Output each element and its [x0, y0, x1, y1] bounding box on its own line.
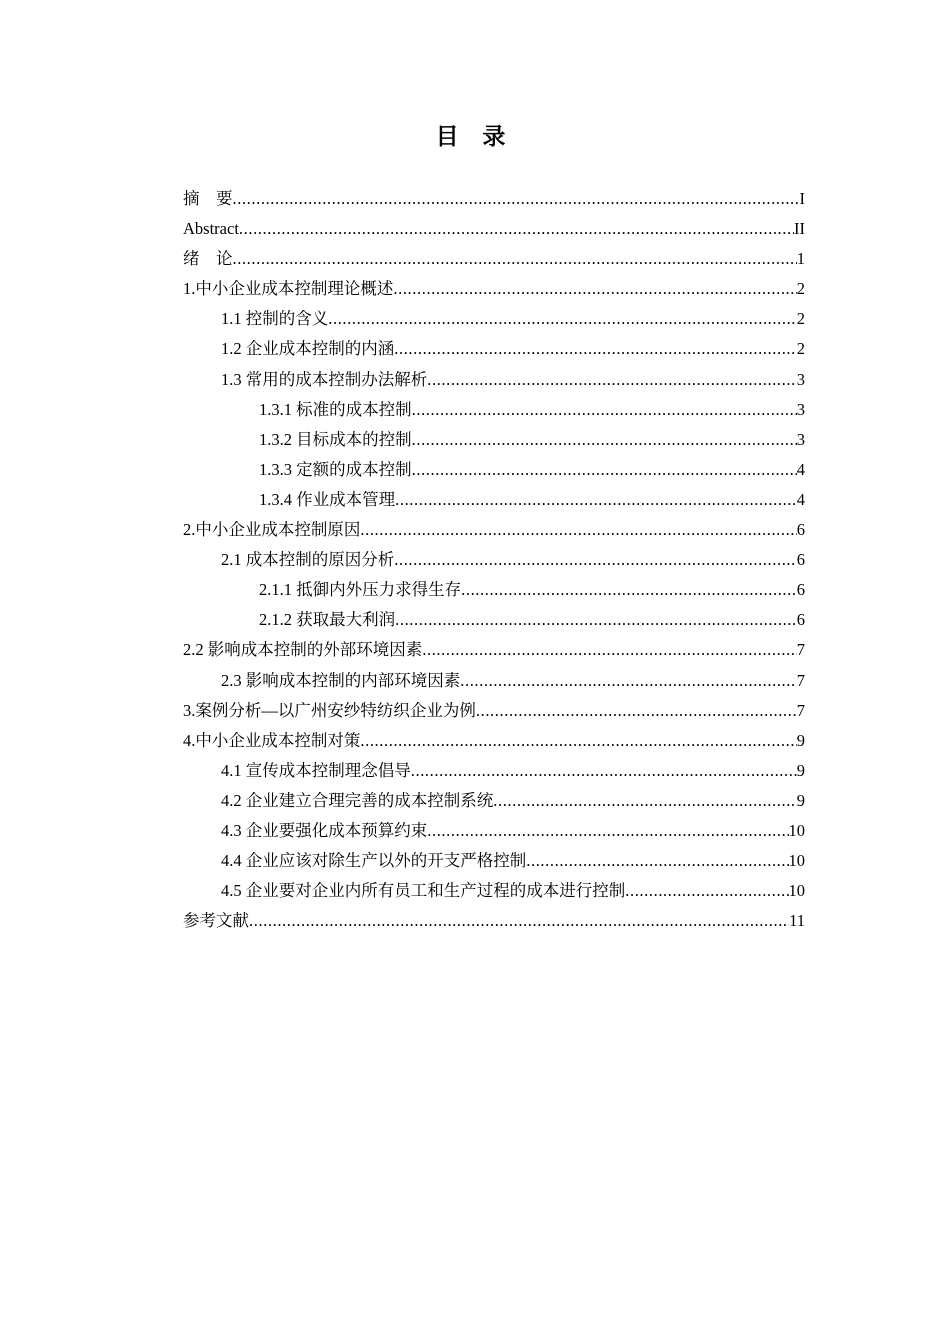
toc-entry-label: 1.3.4 作业成本管理 [259, 489, 396, 509]
toc-entry[interactable] [183, 786, 805, 816]
toc-entry[interactable] [183, 395, 805, 425]
toc-leader-dots [460, 666, 797, 696]
toc-entry-label: 1.3.3 定额的成本控制 [259, 459, 412, 479]
toc-entry[interactable] [183, 515, 805, 545]
toc-entry[interactable] [183, 696, 805, 726]
toc-entry-label: 1.3 常用的成本控制办法解析 [221, 369, 428, 389]
toc-entry-label: Abstract [183, 219, 239, 239]
toc-entry-label: 1.中小企业成本控制理论概述 [183, 279, 394, 299]
toc-entry[interactable] [183, 184, 805, 214]
toc-entry-label: 3.案例分析—以广州安纱特纺织企业为例 [183, 700, 476, 720]
toc-leader-dots [394, 545, 797, 575]
toc-entry-page-number: 11 [789, 911, 805, 931]
toc-leader-dots [625, 876, 788, 906]
toc-entry-label: 摘 要 [183, 189, 233, 208]
toc-entry-page-number: 2 [796, 279, 805, 299]
toc-entry-label: 2.中小企业成本控制原因 [183, 520, 361, 540]
toc-entry-page-number: 10 [788, 881, 805, 901]
toc-entry[interactable] [183, 666, 805, 696]
toc-entry[interactable] [183, 304, 805, 334]
toc-entry[interactable] [183, 876, 805, 906]
toc-entry-label: 2.1 成本控制的原因分析 [221, 550, 395, 570]
toc-entry-label: 4.5 企业要对企业内所有员工和生产过程的成本进行控制 [221, 881, 626, 901]
toc-entry-page-number: 9 [796, 760, 805, 780]
toc-entry-page-number: 9 [796, 790, 805, 810]
toc-entry-page-number: 7 [796, 670, 805, 690]
toc-entry-page-number: 4 [796, 459, 805, 479]
toc-leader-dots [412, 395, 797, 425]
toc-entry[interactable] [183, 485, 805, 515]
toc-entry-label: 1.3.1 标准的成本控制 [259, 399, 412, 419]
toc-entry-label: 参考文献 [183, 911, 249, 931]
toc-entry-label: 2.1.1 抵御内外压力求得生存 [259, 580, 462, 600]
toc-leader-dots [328, 304, 797, 334]
toc-entry-page-number: II [794, 219, 805, 239]
toc-entry-label: 2.3 影响成本控制的内部环境因素 [221, 670, 461, 690]
toc-leader-dots [360, 515, 796, 545]
toc-entry[interactable] [183, 545, 805, 575]
toc-entry[interactable] [183, 846, 805, 876]
toc-entry-label: 4.2 企业建立合理完善的成本控制系统 [221, 790, 494, 810]
toc-entry-label: 4.中小企业成本控制对策 [183, 730, 361, 750]
toc-leader-dots [493, 786, 797, 816]
toc-entry-page-number: 3 [796, 369, 805, 389]
toc-entry-page-number: 2 [796, 339, 805, 359]
toc-entry[interactable] [183, 455, 805, 485]
toc-leader-dots [461, 575, 797, 605]
toc-leader-dots [393, 274, 796, 304]
toc-entry-label: 1.2 企业成本控制的内涵 [221, 339, 395, 359]
toc-leader-dots [395, 485, 797, 515]
toc-entry[interactable] [183, 214, 805, 244]
toc-leader-dots [249, 906, 789, 936]
toc-entry[interactable] [183, 756, 805, 786]
toc-entry-page-number: 10 [788, 820, 805, 840]
toc-entry[interactable] [183, 334, 805, 364]
toc-entry-page-number: 6 [796, 580, 805, 600]
toc-title: 目 录 [435, 124, 515, 149]
toc-leader-dots [360, 726, 796, 756]
toc-leader-dots [412, 425, 797, 455]
toc-entry-page-number: 3 [796, 429, 805, 449]
toc-entry-page-number: I [799, 189, 805, 208]
toc-entry-page-number: 10 [788, 851, 805, 871]
toc-entry-page-number: 6 [796, 550, 805, 570]
toc-leader-dots [394, 334, 797, 364]
toc-entry-page-number: 6 [796, 610, 805, 630]
toc-leader-dots [422, 635, 797, 665]
toc-entry[interactable] [183, 635, 805, 665]
toc-entry-page-number: 7 [796, 640, 805, 660]
toc-list [183, 184, 805, 936]
toc-entry-label: 2.2 影响成本控制的外部环境因素 [183, 640, 423, 660]
toc-leader-dots [427, 816, 788, 846]
toc-entry-page-number: 2 [796, 309, 805, 329]
toc-entry-page-number: 3 [796, 399, 805, 419]
toc-entry-label: 4.4 企业应该对除生产以外的开支严格控制 [221, 851, 527, 871]
toc-entry-label: 4.3 企业要强化成本预算约束 [221, 820, 428, 840]
toc-entry[interactable] [183, 816, 805, 846]
toc-entry-page-number: 6 [796, 520, 805, 540]
toc-leader-dots [239, 214, 794, 244]
toc-entry-label: 绪 论 [183, 249, 233, 269]
toc-entry[interactable] [183, 365, 805, 395]
toc-entry-page-number: 4 [796, 489, 805, 509]
toc-leader-dots [411, 756, 797, 786]
toc-leader-dots [395, 605, 797, 635]
toc-entry[interactable] [183, 425, 805, 455]
toc-entry[interactable] [183, 274, 805, 304]
toc-entry-page-number: 9 [796, 730, 805, 750]
toc-leader-dots [233, 184, 800, 214]
toc-entry-page-number: 1 [796, 249, 805, 269]
toc-entry[interactable] [183, 244, 805, 274]
toc-entry[interactable] [183, 605, 805, 635]
toc-entry[interactable] [183, 726, 805, 756]
toc-leader-dots [427, 365, 797, 395]
toc-entry-label: 2.1.2 获取最大利润 [259, 610, 396, 630]
toc-leader-dots [526, 846, 788, 876]
toc-leader-dots [233, 244, 797, 274]
toc-entry-label: 4.1 宣传成本控制理念倡导 [221, 760, 411, 780]
toc-entry-label: 1.1 控制的含义 [221, 309, 329, 329]
toc-entry[interactable] [183, 575, 805, 605]
toc-leader-dots [412, 455, 797, 485]
toc-entry-page-number: 7 [796, 700, 805, 720]
toc-entry[interactable] [183, 906, 805, 936]
toc-entry-label: 1.3.2 目标成本的控制 [259, 429, 412, 449]
toc-leader-dots [476, 696, 797, 726]
